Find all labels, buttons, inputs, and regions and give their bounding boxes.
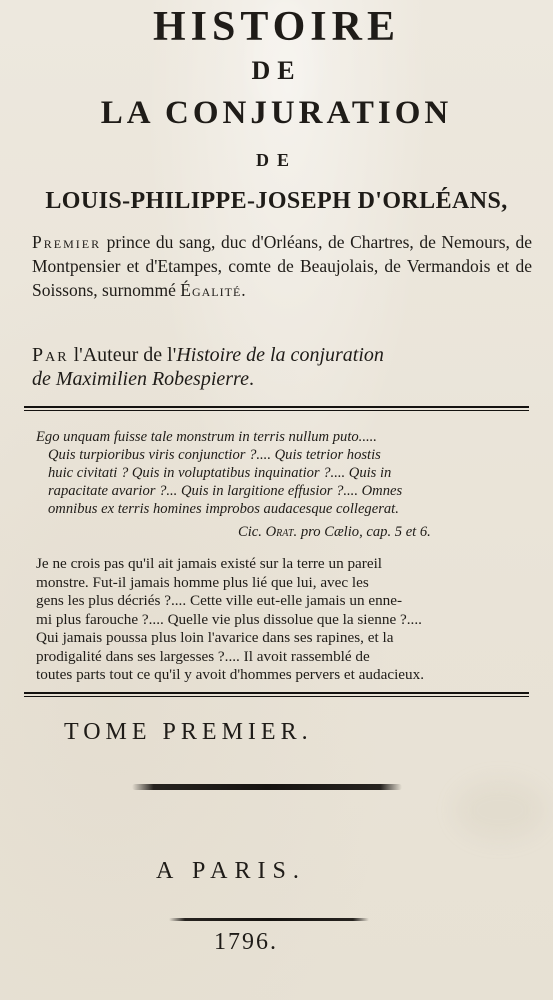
imprint-date: 1796. xyxy=(214,929,278,955)
french-line-4: mi plus farouche ?.... Quelle vie plus dissolue que la sienne ?.... xyxy=(36,610,422,628)
ornamental-rule xyxy=(132,784,402,790)
quote-source xyxy=(238,523,528,541)
subtitle-egalite: Égalité xyxy=(180,280,242,300)
french-line-2: monstre. Fut-il jamais homme plus lié que lui, avec les xyxy=(36,573,369,591)
subtitle-text: prince du sang, duc d'Orléans, de Chartres, de Nemours, de Montpensier et d'Etampes, comte de Beaujolais, de Vermandois et de Soissons, surnommé xyxy=(32,232,532,300)
latin-line-3: huic civitati ? Quis in voluptatibus inquinatior ?.... Quis in xyxy=(48,465,392,481)
title-line-1: HISTOIRE xyxy=(153,4,400,50)
imprint-place: A PARIS. xyxy=(156,858,306,884)
source-suffix: pro Cælio, cap. 5 et 6. xyxy=(297,524,431,540)
latin-line-1: Ego unquam fuisse tale monstrum in terris nullum puto..... xyxy=(36,429,377,445)
paper-stain xyxy=(455,780,545,840)
latin-line-2: Quis turpioribus viris conjunctior ?.... Quis tetrior hostis xyxy=(48,447,381,463)
latin-line-4: rapacitate avarior ?... Quis in largitione effusior ?.... Omnes xyxy=(48,483,403,499)
title-line-5: LOUIS-PHILIPPE-JOSEPH D'ORLÉANS, xyxy=(45,188,508,214)
source-orat: Orat. xyxy=(265,524,298,540)
top-double-rule xyxy=(24,406,529,411)
title-line-3: LA CONJURATION xyxy=(100,95,453,131)
author-text: l'Auteur de l' xyxy=(68,344,177,366)
author-end: . xyxy=(248,368,254,390)
title-line-2: DE xyxy=(251,56,302,85)
subtitle-lead-word: Premier xyxy=(32,232,102,252)
title-line-4: DE xyxy=(255,150,297,170)
bottom-double-rule xyxy=(24,692,529,697)
french-quote xyxy=(36,555,530,685)
french-line-1: Je ne crois pas qu'il ait jamais existé sur la terre un pareil xyxy=(36,555,383,572)
imprint-rule xyxy=(169,918,369,921)
author-paragraph xyxy=(32,343,532,391)
french-line-6: prodigalité dans ses largesses ?.... Il avoit rassemblé de xyxy=(36,647,370,665)
author-italic-2: de Maximilien Robespierre xyxy=(32,368,249,390)
latin-quote xyxy=(36,428,530,518)
latin-line-5: omnibus ex terris homines improbos audacesque collegerat. xyxy=(48,501,399,517)
author-lead-word: Par xyxy=(32,344,69,366)
french-line-5: Qui jamais poussa plus loin l'avarice dans ses rapines, et la xyxy=(36,629,394,646)
author-italic-1: Histoire de la conjuration xyxy=(176,344,384,366)
french-line-3: gens les plus décriés ?.... Cette ville eut-elle jamais un enne- xyxy=(36,592,403,609)
source-prefix: Cic. xyxy=(238,524,262,540)
tome-label: TOME PREMIER. xyxy=(64,719,313,745)
french-line-7: toutes parts tout ce qu'il y avoit d'hommes pervers et audacieux. xyxy=(36,666,425,683)
subtitle-paragraph xyxy=(32,230,532,302)
subtitle-end: . xyxy=(241,280,246,300)
